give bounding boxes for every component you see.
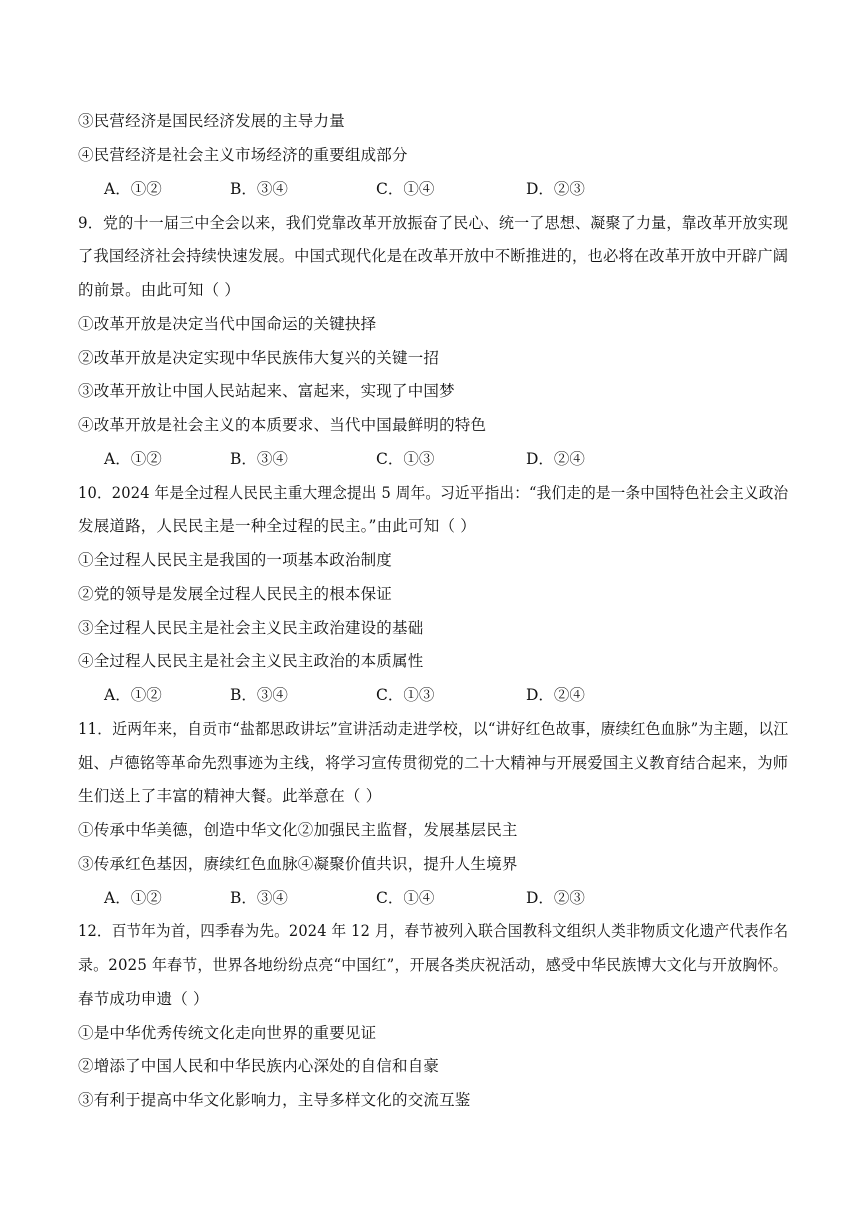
q10-option-a[interactable]: A．①②: [104, 686, 162, 704]
q12-stem-line-3: 春节成功申遗（ ）: [78, 990, 209, 1008]
q8-option-d[interactable]: D．②③: [526, 180, 585, 198]
q11-option-c[interactable]: C．①④: [376, 889, 435, 907]
q11-options: [104, 888, 704, 908]
q11-item-2: ③传承红色基因，赓续红色血脉④凝聚价值共识，提升人生境界: [78, 855, 518, 873]
q10-stem-line-2: 发展道路，人民民主是一种全过程的民主。”由此可知（ ）: [78, 517, 477, 535]
q8-item-4: ④民营经济是社会主义市场经济的重要组成部分: [78, 146, 408, 164]
q10-options: [104, 685, 704, 705]
q9-option-d[interactable]: D．②④: [526, 450, 585, 468]
q8-option-a[interactable]: A．①②: [104, 180, 162, 198]
q9-item-3: ③改革开放让中国人民站起来、富起来，实现了中国梦: [78, 382, 455, 400]
q8-option-b[interactable]: B．③④: [230, 180, 288, 198]
q12-stem-line-2: 录。2025 年春节，世界各地纷纷点亮“中国红”，开展各类庆祝活动，感受中华民族博大文化与开放胸怀。: [78, 956, 788, 974]
q9-stem-line-3: 的前景。由此可知（ ）: [78, 281, 241, 299]
q9-option-a[interactable]: A．①②: [104, 450, 162, 468]
q8-option-c[interactable]: C．①④: [376, 180, 435, 198]
q10-item-3: ③全过程人民民主是社会主义民主政治建设的基础: [78, 619, 424, 637]
q11-option-b[interactable]: B．③④: [230, 889, 288, 907]
q9-stem-line-2: 了我国经济社会持续快速发展。中国式现代化是在改革开放中不断推进的，也必将在改革开放中开辟广阔: [78, 247, 789, 265]
q12-stem-line-1: 12．百节年为首，四季春为先。2024 年 12 月，春节被列入联合国教科文组织人类非物质文化遗产代表作名: [78, 922, 789, 940]
q10-item-1: ①全过程人民民主是我国的一项基本政治制度: [78, 551, 393, 569]
q8-options: [104, 179, 704, 199]
q10-item-2: ②党的领导是发展全过程人民民主的根本保证: [78, 585, 393, 603]
q9-item-1: ①改革开放是决定当代中国命运的关键抉择: [78, 315, 377, 333]
q9-option-c[interactable]: C．①③: [376, 450, 435, 468]
q11-option-a[interactable]: A．①②: [104, 889, 162, 907]
q10-stem-line-1: 10．2024 年是全过程人民民主重大理念提出 5 周年。习近平指出：“我们走的是一条中国特色社会主义政治: [78, 484, 789, 502]
q10-option-d[interactable]: D．②④: [526, 686, 585, 704]
q11-stem-line-1: 11．近两年来，自贡市“盐都思政讲坛”宣讲活动走进学校，以“讲好红色故事，赓续红色血脉”为主题，以江: [78, 720, 789, 738]
q11-option-d[interactable]: D．②③: [526, 889, 585, 907]
q9-item-2: ②改革开放是决定实现中华民族伟大复兴的关键一招: [78, 349, 440, 367]
q9-options: [104, 449, 704, 469]
q11-stem-line-2: 姐、卢德铭等革命先烈事迹为主线，将学习宣传贯彻党的二十大精神与开展爱国主义教育结合起来，为师: [78, 754, 789, 772]
q10-option-b[interactable]: B．③④: [230, 686, 288, 704]
q9-stem-line-1: 9．党的十一届三中全会以来，我们党靠改革开放振奋了民心、统一了思想、凝聚了力量，靠改革开放实现: [78, 214, 789, 232]
q11-item-1: ①传承中华美德，创造中华文化②加强民主监督，发展基层民主: [78, 821, 518, 839]
q12-item-1: ①是中华优秀传统文化走向世界的重要见证: [78, 1024, 377, 1042]
q10-item-4: ④全过程人民民主是社会主义民主政治的本质属性: [78, 652, 424, 670]
q11-stem-line-3: 生们送上了丰富的精神大餐。此举意在（ ）: [78, 787, 382, 805]
q12-item-2: ②增添了中国人民和中华民族内心深处的自信和自豪: [78, 1057, 440, 1075]
q12-item-3: ③有利于提高中华文化影响力，主导多样文化的交流互鉴: [78, 1091, 471, 1109]
q10-option-c[interactable]: C．①③: [376, 686, 435, 704]
q9-item-4: ④改革开放是社会主义的本质要求、当代中国最鲜明的特色: [78, 416, 487, 434]
q8-item-3: ③民营经济是国民经济发展的主导力量: [78, 112, 345, 130]
q9-option-b[interactable]: B．③④: [230, 450, 288, 468]
